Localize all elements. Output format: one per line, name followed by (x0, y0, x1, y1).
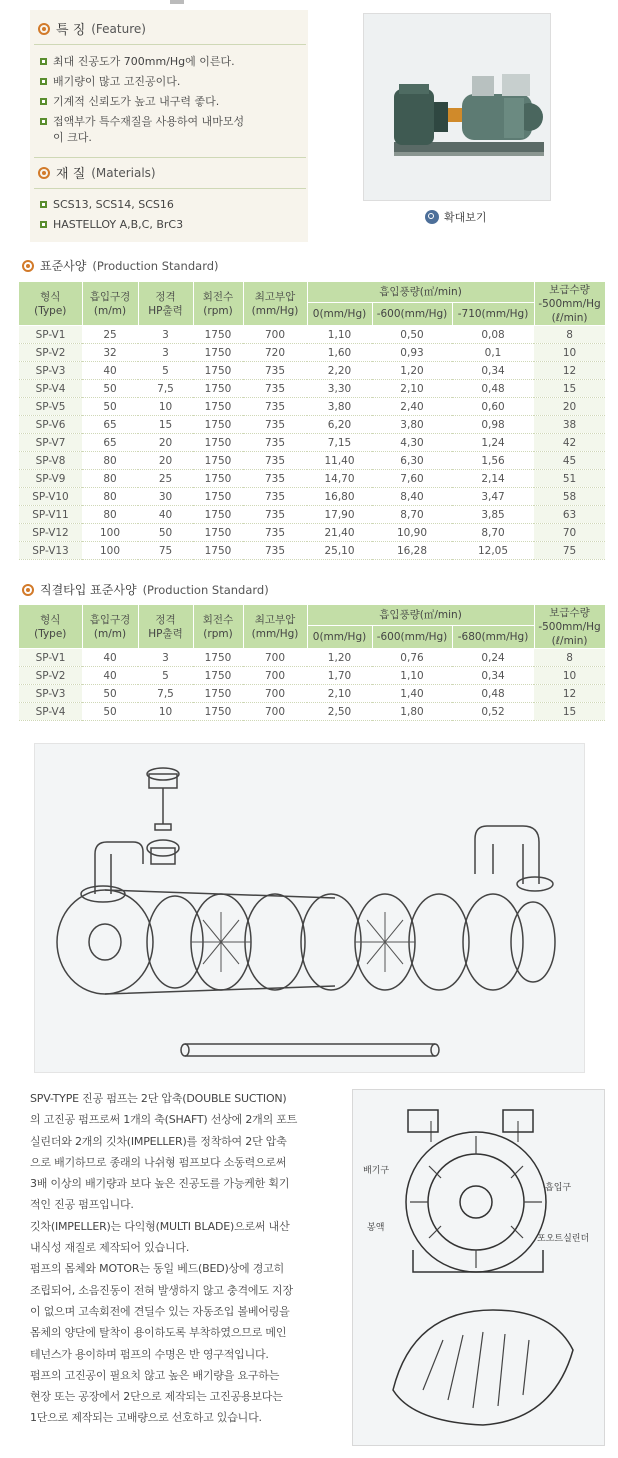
description-line: 적인 진공 펌프입니다. (30, 1198, 134, 1212)
header-flow: 흡입풍량(㎥/min) (307, 282, 534, 303)
divider (34, 188, 306, 189)
table-cell: 1750 (193, 488, 243, 506)
table-cell: 735 (243, 362, 307, 380)
table-cell: 21,40 (307, 524, 372, 542)
table-cell: 50 (138, 524, 193, 542)
table-cell: 1,56 (452, 452, 534, 470)
table2-heading-icon (22, 584, 34, 596)
table-cell: 7,5 (138, 685, 193, 703)
table-cell: 735 (243, 488, 307, 506)
table-cell: 735 (243, 542, 307, 560)
table-cell: 100 (82, 542, 138, 560)
table-cell: 6,20 (307, 416, 372, 434)
materials-list (40, 197, 302, 233)
header-flow-710: -710(mm/Hg) (452, 303, 534, 326)
table-cell: 735 (243, 470, 307, 488)
table-cell: 1750 (193, 362, 243, 380)
list-item-continued (40, 130, 302, 146)
table-cell: 80 (82, 506, 138, 524)
table-cell: 1,10 (372, 667, 452, 685)
table-cell: 0,08 (452, 326, 534, 344)
table-cell: 1,60 (307, 344, 372, 362)
table-cell: 16,28 (372, 542, 452, 560)
table-cell: 50 (82, 703, 138, 721)
table-cell: 40 (82, 362, 138, 380)
table-row (19, 416, 605, 434)
feature-title-en: (Feature) (91, 21, 146, 36)
table-cell: 50 (82, 380, 138, 398)
table-cell: 75 (534, 542, 605, 560)
table-cell: 1750 (193, 416, 243, 434)
description-line: 이 없으며 고속회전에 견딜수 있는 자동조입 볼베어링을 (30, 1304, 290, 1318)
label-exhaust: 배기구 (363, 1166, 390, 1176)
table-cell: 17,90 (307, 506, 372, 524)
table-cell: 5 (138, 362, 193, 380)
table1 (19, 282, 606, 560)
table-cell: SP-V6 (19, 416, 82, 434)
table-row (19, 703, 605, 721)
table-cell: 75 (138, 542, 193, 560)
table1-title: 표준사양 (40, 259, 87, 273)
impeller-diagram-image (353, 1090, 604, 1445)
header-bore: 흡입구경 (m/m) (82, 605, 138, 649)
table-cell: 25 (82, 326, 138, 344)
table-cell: 6,30 (372, 452, 452, 470)
table1-title-en: (Production Standard) (92, 258, 219, 273)
table-cell: 735 (243, 506, 307, 524)
description-line: 으로 배기하므로 종래의 나쉬형 펌프보다 소동력으로써 (30, 1155, 287, 1169)
table-cell: 1750 (193, 452, 243, 470)
table-cell: 1750 (193, 685, 243, 703)
table-cell: 0,60 (452, 398, 534, 416)
material-text: SCS13, SCS14, SCS16 (53, 198, 174, 211)
table-row (19, 667, 605, 685)
feature-text: 배기량이 많고 고진공이다. (53, 75, 181, 88)
table-cell: SP-V1 (19, 649, 82, 667)
feature-text: 이 크다. (53, 131, 92, 144)
table-row (19, 326, 605, 344)
table-cell: 3,30 (307, 380, 372, 398)
table-cell: 3,47 (452, 488, 534, 506)
table-cell: 1750 (193, 470, 243, 488)
description-line: 조립되어, 소음진동이 전혀 발생하지 않고 충격에도 지장 (30, 1283, 293, 1297)
table-cell: 12,05 (452, 542, 534, 560)
table-cell: 1750 (193, 667, 243, 685)
table-cell: 0,76 (372, 649, 452, 667)
header-type: 형식 (Type) (19, 605, 82, 649)
table-cell: 40 (82, 649, 138, 667)
table-cell: 0,50 (372, 326, 452, 344)
table-cell: SP-V3 (19, 685, 82, 703)
header-type: 형식 (Type) (19, 282, 82, 326)
header-hp: 정격 HP출력 (138, 282, 193, 326)
table-cell: 1,10 (307, 326, 372, 344)
table-row (19, 649, 605, 667)
feature-text: 접액부가 특수재질을 사용하여 내마모성 (53, 115, 245, 128)
table-cell: 58 (534, 488, 605, 506)
table-cell: 0,52 (452, 703, 534, 721)
table-row (19, 488, 605, 506)
table-cell: 12 (534, 685, 605, 703)
table-cell: SP-V2 (19, 344, 82, 362)
table-row (19, 506, 605, 524)
table-cell: 10 (138, 398, 193, 416)
feature-heading (38, 19, 146, 38)
table-row (19, 452, 605, 470)
table-cell: 7,5 (138, 380, 193, 398)
list-item (40, 197, 302, 213)
list-item (40, 54, 302, 70)
zoom-label: 확대보기 (444, 211, 487, 224)
table-cell: 0,93 (372, 344, 452, 362)
table-cell: 1750 (193, 649, 243, 667)
table-cell: 2,50 (307, 703, 372, 721)
table-cell: 700 (243, 685, 307, 703)
header-flow: 흡입풍량(㎥/min) (307, 605, 534, 626)
header-rpm: 회전수 (rpm) (193, 282, 243, 326)
table-cell: 0,1 (452, 344, 534, 362)
impeller-diagram (352, 1089, 605, 1446)
table-cell: 735 (243, 524, 307, 542)
table-cell: SP-V3 (19, 362, 82, 380)
table-cell: 15 (138, 416, 193, 434)
header-vacuum: 최고부압 (mm/Hg) (243, 605, 307, 649)
table-cell: 32 (82, 344, 138, 362)
table-cell: 1750 (193, 380, 243, 398)
header-flow-0: 0(mm/Hg) (307, 626, 372, 649)
pump-photo-image (364, 14, 550, 200)
table-cell: 0,48 (452, 685, 534, 703)
table-row (19, 362, 605, 380)
description-line: SPV-TYPE 진공 펌프는 2단 압축(DOUBLE SUCTION) (30, 1092, 287, 1105)
table-cell: 80 (82, 470, 138, 488)
table-cell: 3 (138, 326, 193, 344)
description-line: 펌프의 몸체와 MOTOR는 동일 베드(BED)상에 경고히 (30, 1262, 285, 1276)
header-vacuum: 최고부압 (mm/Hg) (243, 282, 307, 326)
table-cell: 2,10 (372, 380, 452, 398)
table-cell: 8,70 (452, 524, 534, 542)
table-cell: 51 (534, 470, 605, 488)
bullet-icon (40, 98, 47, 105)
table-cell: SP-V10 (19, 488, 82, 506)
list-item (40, 217, 302, 233)
table-cell: 5 (138, 667, 193, 685)
table-cell: 1,70 (307, 667, 372, 685)
table-cell: 10,90 (372, 524, 452, 542)
table-cell: 4,30 (372, 434, 452, 452)
table-cell: 3 (138, 649, 193, 667)
table-cell: 1750 (193, 326, 243, 344)
header-rpm: 회전수 (rpm) (193, 605, 243, 649)
table-cell: 3,80 (307, 398, 372, 416)
table-cell: 1750 (193, 398, 243, 416)
table-cell: 1750 (193, 506, 243, 524)
materials-title-en: (Materials) (91, 165, 156, 180)
table-cell: 14,70 (307, 470, 372, 488)
table-cell: 700 (243, 649, 307, 667)
table-cell: 1750 (193, 542, 243, 560)
description-line: 펌프의 고진공이 필요치 않고 높은 배기량을 요구하는 (30, 1368, 280, 1382)
feature-list (40, 54, 302, 146)
table-cell: 7,60 (372, 470, 452, 488)
table-cell: 8 (534, 326, 605, 344)
table-cell: 65 (82, 434, 138, 452)
divider (34, 157, 306, 158)
header-hp: 정격 HP출력 (138, 605, 193, 649)
table2-heading (22, 581, 269, 598)
label-intake: 흡입구 (545, 1183, 572, 1193)
feature-text: 최대 진공도가 700mm/Hg에 이른다. (53, 55, 235, 68)
table-cell: 1,20 (372, 362, 452, 380)
bullet-icon (40, 221, 47, 228)
table-cell: 2,40 (372, 398, 452, 416)
material-text: HASTELLOY A,B,C, BrC3 (53, 218, 184, 231)
table-cell: 25,10 (307, 542, 372, 560)
table-cell: 1750 (193, 344, 243, 362)
table-cell: 700 (243, 667, 307, 685)
table-cell: 1,20 (307, 649, 372, 667)
table-cell: 1750 (193, 703, 243, 721)
table-cell: 735 (243, 416, 307, 434)
table-row (19, 380, 605, 398)
table-cell: 38 (534, 416, 605, 434)
bullet-icon (40, 118, 47, 125)
table-cell: 10 (534, 667, 605, 685)
table-cell: SP-V8 (19, 452, 82, 470)
table-cell: 0,34 (452, 667, 534, 685)
description-line: 현장 또는 공장에서 2단으로 제작되는 고진공용보다는 (30, 1390, 283, 1404)
table-cell: 1,80 (372, 703, 452, 721)
table-cell: 63 (534, 506, 605, 524)
table-cell: SP-V2 (19, 667, 82, 685)
table-row (19, 685, 605, 703)
table-cell: 20 (138, 452, 193, 470)
table-cell: 15 (534, 380, 605, 398)
header-supply: 보급수량 -500mm/Hg (ℓ/min) (534, 282, 605, 326)
table1-heading (22, 257, 219, 274)
bullet-icon (40, 58, 47, 65)
materials-heading (38, 163, 156, 182)
table-row (19, 542, 605, 560)
description-line: 의 고진공 펌프로써 1개의 축(SHAFT) 선상에 2개의 포트 (30, 1113, 298, 1127)
description-line: 테넌스가 용이하며 펌프의 수명은 반 영구적입니다. (30, 1347, 269, 1361)
table-cell: 700 (243, 703, 307, 721)
table-cell: 70 (534, 524, 605, 542)
list-item (40, 74, 302, 90)
header-supply: 보급수량 -500mm/Hg (ℓ/min) (534, 605, 605, 649)
table-cell: 10 (138, 703, 193, 721)
table-row (19, 398, 605, 416)
table-cell: 735 (243, 380, 307, 398)
feature-panel (30, 10, 308, 242)
description-line: 몸체의 양단에 탈착이 용이하도록 부착하였으므로 메인 (30, 1326, 287, 1340)
table2-title: 직결타입 표준사양 (40, 583, 137, 597)
table-cell: 12 (534, 362, 605, 380)
table-cell: 80 (82, 488, 138, 506)
feature-text: 기계적 신뢰도가 높고 내구력 좋다. (53, 95, 220, 108)
description (30, 1088, 328, 1429)
table-cell: 1750 (193, 434, 243, 452)
table-cell: 0,34 (452, 362, 534, 380)
header-flow-0: 0(mm/Hg) (307, 303, 372, 326)
header-flow-680: -680(mm/Hg) (452, 626, 534, 649)
bullet-icon (40, 78, 47, 85)
bullet-icon (40, 201, 47, 208)
table-cell: 80 (82, 452, 138, 470)
table-cell: 1,40 (372, 685, 452, 703)
label-water: 봉액 (367, 1223, 385, 1233)
table-cell: 735 (243, 398, 307, 416)
table-cell: 0,24 (452, 649, 534, 667)
table-cell: 100 (82, 524, 138, 542)
materials-title: 재 질 (56, 167, 86, 182)
table-cell: 2,14 (452, 470, 534, 488)
table-cell: 1750 (193, 524, 243, 542)
table-cell: 16,80 (307, 488, 372, 506)
table-cell: 0,98 (452, 416, 534, 434)
table-cell: 0,48 (452, 380, 534, 398)
magnifier-icon (425, 210, 439, 224)
table-cell: 8,70 (372, 506, 452, 524)
table-cell: 25 (138, 470, 193, 488)
top-mark (170, 0, 184, 4)
header-flow-600: -600(mm/Hg) (372, 303, 452, 326)
table-cell: SP-V13 (19, 542, 82, 560)
exploded-pump-diagram (34, 743, 585, 1073)
product-photo[interactable] (363, 13, 551, 201)
table-cell: 15 (534, 703, 605, 721)
table-cell: 2,10 (307, 685, 372, 703)
table-row (19, 524, 605, 542)
table-row (19, 344, 605, 362)
zoom-button[interactable] (425, 209, 487, 225)
table-cell: 20 (138, 434, 193, 452)
table-cell: 735 (243, 452, 307, 470)
table-cell: 3 (138, 344, 193, 362)
table-cell: 45 (534, 452, 605, 470)
table-cell: 50 (82, 398, 138, 416)
table-cell: 2,20 (307, 362, 372, 380)
table-cell: 8,40 (372, 488, 452, 506)
table-cell: SP-V9 (19, 470, 82, 488)
table-cell: SP-V5 (19, 398, 82, 416)
table-cell: 42 (534, 434, 605, 452)
description-line: 내식성 재질로 제작되어 있습니다. (30, 1241, 190, 1255)
header-flow-600: -600(mm/Hg) (372, 626, 452, 649)
table-cell: 735 (243, 434, 307, 452)
table-cell: SP-V12 (19, 524, 82, 542)
table-cell: 3,80 (372, 416, 452, 434)
table-cell: 30 (138, 488, 193, 506)
table-cell: SP-V4 (19, 380, 82, 398)
table-cell: SP-V11 (19, 506, 82, 524)
divider (34, 44, 306, 45)
table-cell: 20 (534, 398, 605, 416)
feature-heading-icon (38, 23, 50, 35)
list-item (40, 114, 302, 130)
table-cell: 40 (138, 506, 193, 524)
table-row (19, 470, 605, 488)
table-cell: 7,15 (307, 434, 372, 452)
table-cell: SP-V1 (19, 326, 82, 344)
table-cell: 720 (243, 344, 307, 362)
table2-title-en: (Production Standard) (142, 582, 269, 597)
table-cell: 10 (534, 344, 605, 362)
table1-heading-icon (22, 260, 34, 272)
table-cell: 11,40 (307, 452, 372, 470)
table-cell: 1,24 (452, 434, 534, 452)
label-port-cylinder: 포오트실린더 (537, 1234, 590, 1244)
description-line: 깃차(IMPELLER)는 다익형(MULTI BLADE)으로써 내산 (30, 1219, 290, 1233)
table2 (19, 605, 606, 721)
materials-heading-icon (38, 167, 50, 179)
description-line: 3배 이상의 배기량과 보다 높은 진공도를 가능케한 획기 (30, 1177, 290, 1191)
list-item (40, 94, 302, 110)
table-cell: 700 (243, 326, 307, 344)
description-line: 1단으로 제작되는 고배량으로 선호하고 있습니다. (30, 1411, 262, 1425)
table-cell: 40 (82, 667, 138, 685)
exploded-diagram-image (35, 744, 584, 1072)
header-bore: 흡입구경 (m/m) (82, 282, 138, 326)
table-cell: SP-V4 (19, 703, 82, 721)
table-cell: SP-V7 (19, 434, 82, 452)
table-cell: 65 (82, 416, 138, 434)
table-cell: 50 (82, 685, 138, 703)
table-cell: 3,85 (452, 506, 534, 524)
table-row (19, 434, 605, 452)
description-line: 실린더와 2개의 깃차(IMPELLER)를 정착하여 2단 압축 (30, 1134, 287, 1148)
feature-title: 특 징 (56, 23, 86, 38)
table-cell: 8 (534, 649, 605, 667)
